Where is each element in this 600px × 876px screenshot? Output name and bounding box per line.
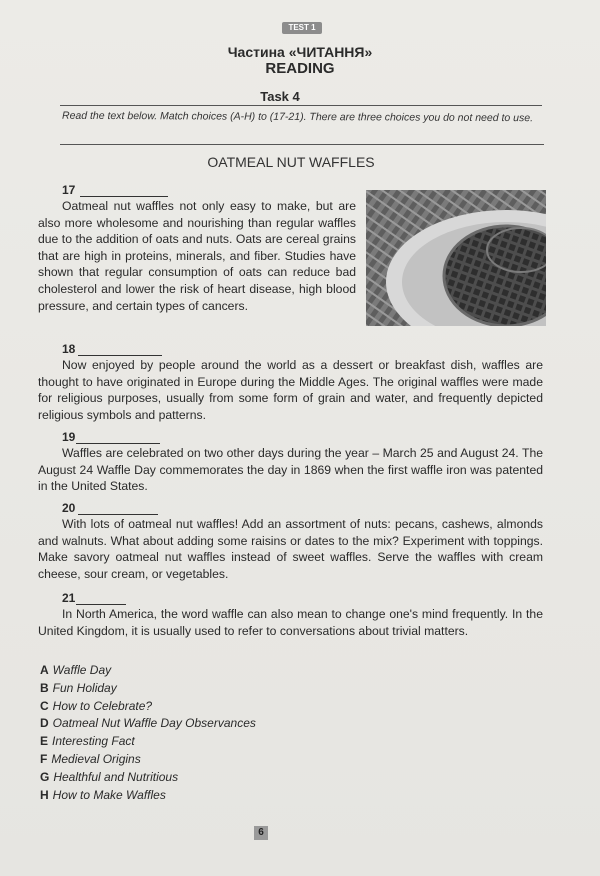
choice-g: [40, 769, 340, 787]
choice-text: Oatmeal Nut Waffle Day Observances: [52, 716, 256, 731]
choice-letter: D: [40, 716, 49, 731]
choice-letter: G: [40, 769, 50, 784]
paragraph-number-21: 21: [62, 591, 76, 605]
choice-text: How to Make Waffles: [52, 787, 166, 802]
choice-letter: A: [40, 663, 49, 677]
choice-text: Waffle Day: [52, 663, 112, 677]
paragraph-19-text: Waffles are celebrated on two other days during the year – March 25 and August 24. The August 24 Waffle Day commemorates the day in 1869 when the first waffle iron was patented in the United States.: [38, 446, 543, 494]
paragraph-20-text: With lots of oatmeal nut waffles! Add an assortment of nuts: pecans, cashews, almonds and walnuts. What about adding some raisins or dates to the mix? Experiment with toppings. Make savory oatmeal nut waffles instead of sweet waffles. Serve the waffles with cream cheese, sour cream, or vegetables.: [38, 517, 543, 581]
choice-letter: F: [40, 751, 48, 766]
choice-text: Healthful and Nutritious: [53, 769, 179, 784]
choice-letter: E: [40, 734, 49, 749]
section-title: Частина «ЧИТАННЯ»: [227, 44, 373, 60]
answer-line-18[interactable]: [78, 355, 162, 356]
task-title: Task 4: [260, 89, 300, 104]
choice-b: [40, 680, 340, 698]
choice-text: Fun Holiday: [52, 680, 117, 695]
paragraph-number-19: 19: [62, 430, 76, 444]
choice-a: [40, 662, 340, 680]
choice-text: Interesting Fact: [52, 734, 135, 749]
paragraph-17-text: Oatmeal nut waffles not only easy to make, but are also more wholesome and nourishing than regular waffles due to the addition of oats and nuts. Oats are cereal grains that are high in proteins, minerals, and fiber. Studies have shown that regular consumption of oats can reduce bad cholesterol and lower the risk of heart disease, high blood pressure, and certain types of cancers.: [38, 199, 356, 313]
choice-f: [40, 751, 340, 769]
choice-h: [40, 787, 340, 805]
choice-c: [40, 698, 340, 716]
answer-line-21[interactable]: [76, 604, 126, 605]
choice-text: How to Celebrate?: [52, 698, 153, 713]
page-number: 6: [254, 826, 268, 840]
choices-list: [40, 662, 340, 804]
instructions: Read the text below. Match choices (A-H) to (17-21). There are three choices you do not need to use.: [61, 109, 534, 125]
choice-d: [40, 715, 340, 733]
paragraph-number-17: 17: [62, 183, 76, 197]
paragraph-number-18: 18: [62, 342, 76, 356]
paragraph-21-text: In North America, the word waffle can also mean to change one's mind frequently. In the United Kingdom, it is usually used to refer to conversations about trivial matters.: [38, 607, 543, 638]
subject-title: READING: [265, 60, 335, 77]
answer-line-20[interactable]: [78, 514, 158, 515]
article-title: OATMEAL NUT WAFFLES: [207, 154, 375, 170]
waffle-photo: [366, 190, 546, 326]
choice-letter: B: [40, 680, 49, 695]
choice-letter: C: [40, 698, 49, 713]
paragraph-number-20: 20: [62, 501, 76, 515]
top-rule: [60, 105, 542, 106]
choice-letter: H: [40, 787, 49, 802]
choice-text: Medieval Origins: [51, 751, 141, 766]
waffle-image-icon: [366, 190, 546, 326]
choice-e: [40, 733, 340, 751]
answer-line-17[interactable]: [80, 196, 168, 197]
bottom-rule: [60, 144, 544, 145]
paragraph-18-text: Now enjoyed by people around the world as a dessert or breakfast dish, waffles are thought to have originated in Europe during the Middle Ages. The original waffles were made for religious purposes, usually from some form of grain and water, and frequently depicted religious symbols and patterns.: [38, 358, 543, 422]
test-badge: TEST 1: [282, 22, 322, 34]
answer-line-19[interactable]: [76, 443, 160, 444]
